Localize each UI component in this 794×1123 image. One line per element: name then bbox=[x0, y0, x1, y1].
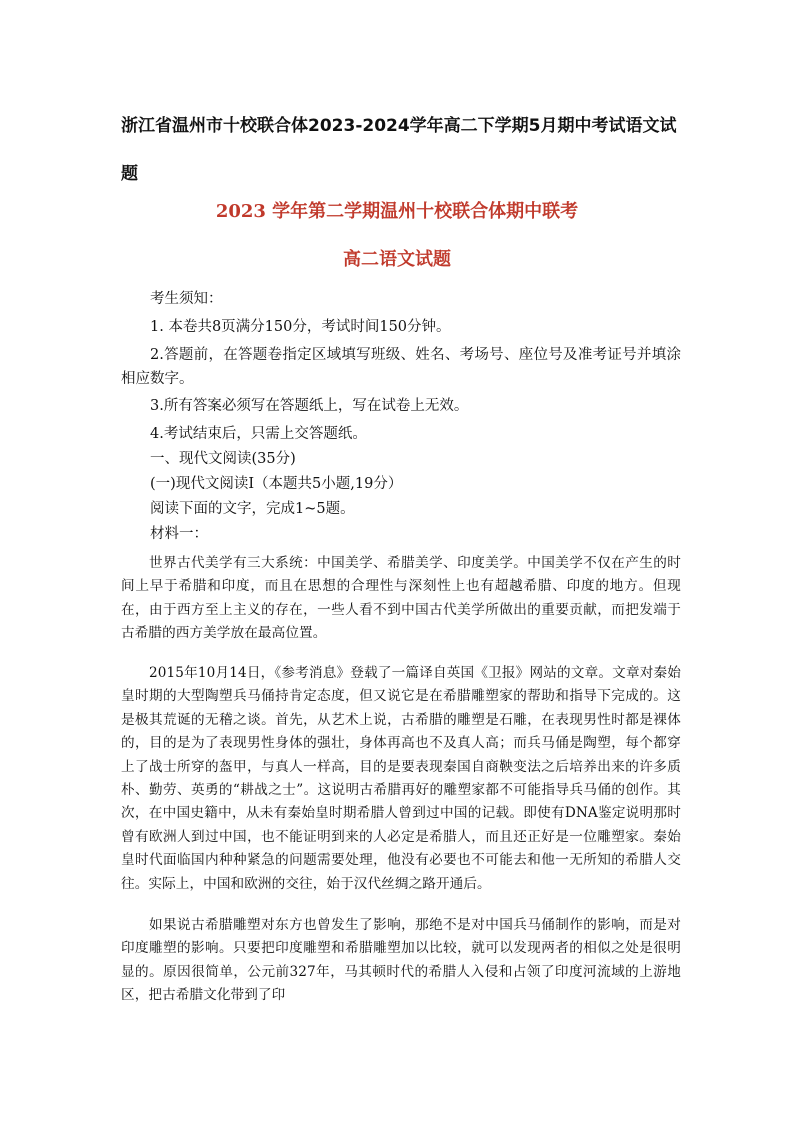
exam-title: 2023 学年第二学期温州十校联合体期中联考 bbox=[215, 201, 579, 222]
notice-heading: 考生须知： bbox=[150, 291, 223, 307]
material-label: 材料一： bbox=[150, 526, 208, 542]
sub-section-heading: (一)现代文阅读Ⅰ（本题共5小题,19分） bbox=[150, 476, 403, 492]
notice-item-2: 2.答题前，在答题卷指定区域填写班级、姓名、考场号、座位号及准考证号并填涂相应数字。 bbox=[121, 347, 681, 387]
subject-title: 高二语文试题 bbox=[343, 249, 451, 270]
notice-item-4: 4.考试结束后，只需上交答题纸。 bbox=[150, 426, 367, 442]
notice-item-1: 1. 本卷共8页满分150分，考试时间150分钟。 bbox=[150, 319, 451, 335]
body-paragraph-2: 2015年10月14日，《参考消息》登载了一篇译自英国《卫报》网站的文章。文章对秦始皇时期的大型陶塑兵马俑持肯定态度，但又说它是在希腊雕塑家的帮助和指导下完成的。这是极其荒诞的无稽之谈。首先，从艺术上说，古希腊的雕塑是石雕，在表现男性时都是裸体的，目的是为了表现男性身体的强壮，身体再高也不及真人高；而兵马俑是陶塑，每个都穿上了战士所穿的盔甲，与真人一样高，目的是要表现秦国自商鞅变法之后培养出来的许多质朴、勤劳、英勇的“耕战之士”。这说明古希腊再好的雕塑家都不可能指导兵马俑的创作。其次，在中国史籍中，从未有秦始皇时期希腊人曾到过中国的记载。即使有DNA鉴定说明那时曾有欧洲人到过中国，也不能证明到来的人必定是希腊人，而且还正好是一位雕塑家。秦始皇时代面临国内种种紧急的问题需要处理，他没有必要也不可能去和他一无所知的希腊人交往。实际上，中国和欧洲的交往，始于汉代丝绸之路开通后。 bbox=[121, 665, 681, 892]
part-one-heading: 一、现代文阅读(35分) bbox=[150, 451, 296, 467]
reading-instruction: 阅读下面的文字，完成1~5题。 bbox=[150, 501, 355, 517]
body-paragraph-1: 世界古代美学有三大系统：中国美学、希腊美学、印度美学。中国美学不仅在产生的时间上早于希腊和印度，而且在思想的合理性与深刻性上也有超越希腊、印度的地方。但现在，由于西方至上主义的存在，一些人看不到中国古代美学所做出的重要贡献，而把发端于古希腊的西方美学放在最高位置。 bbox=[121, 555, 681, 642]
body-paragraph-3: 如果说古希腊雕塑对东方也曾发生了影响，那绝不是对中国兵马俑制作的影响，而是对印度雕塑的影响。只要把印度雕塑和希腊雕塑加以比较，就可以发现两者的相似之处是很明显的。原因很简单，公元前327年，马其顿时代的希腊人入侵和占领了印度河流域的上游地区，把古希腊文化带到了印 bbox=[121, 917, 681, 1004]
notice-item-3: 3.所有答案必须写在答题纸上，写在试卷上无效。 bbox=[150, 398, 469, 414]
document-title: 浙江省温州市十校联合体2023-2024学年高二下学期5月期中考试语文试题 bbox=[121, 116, 677, 184]
